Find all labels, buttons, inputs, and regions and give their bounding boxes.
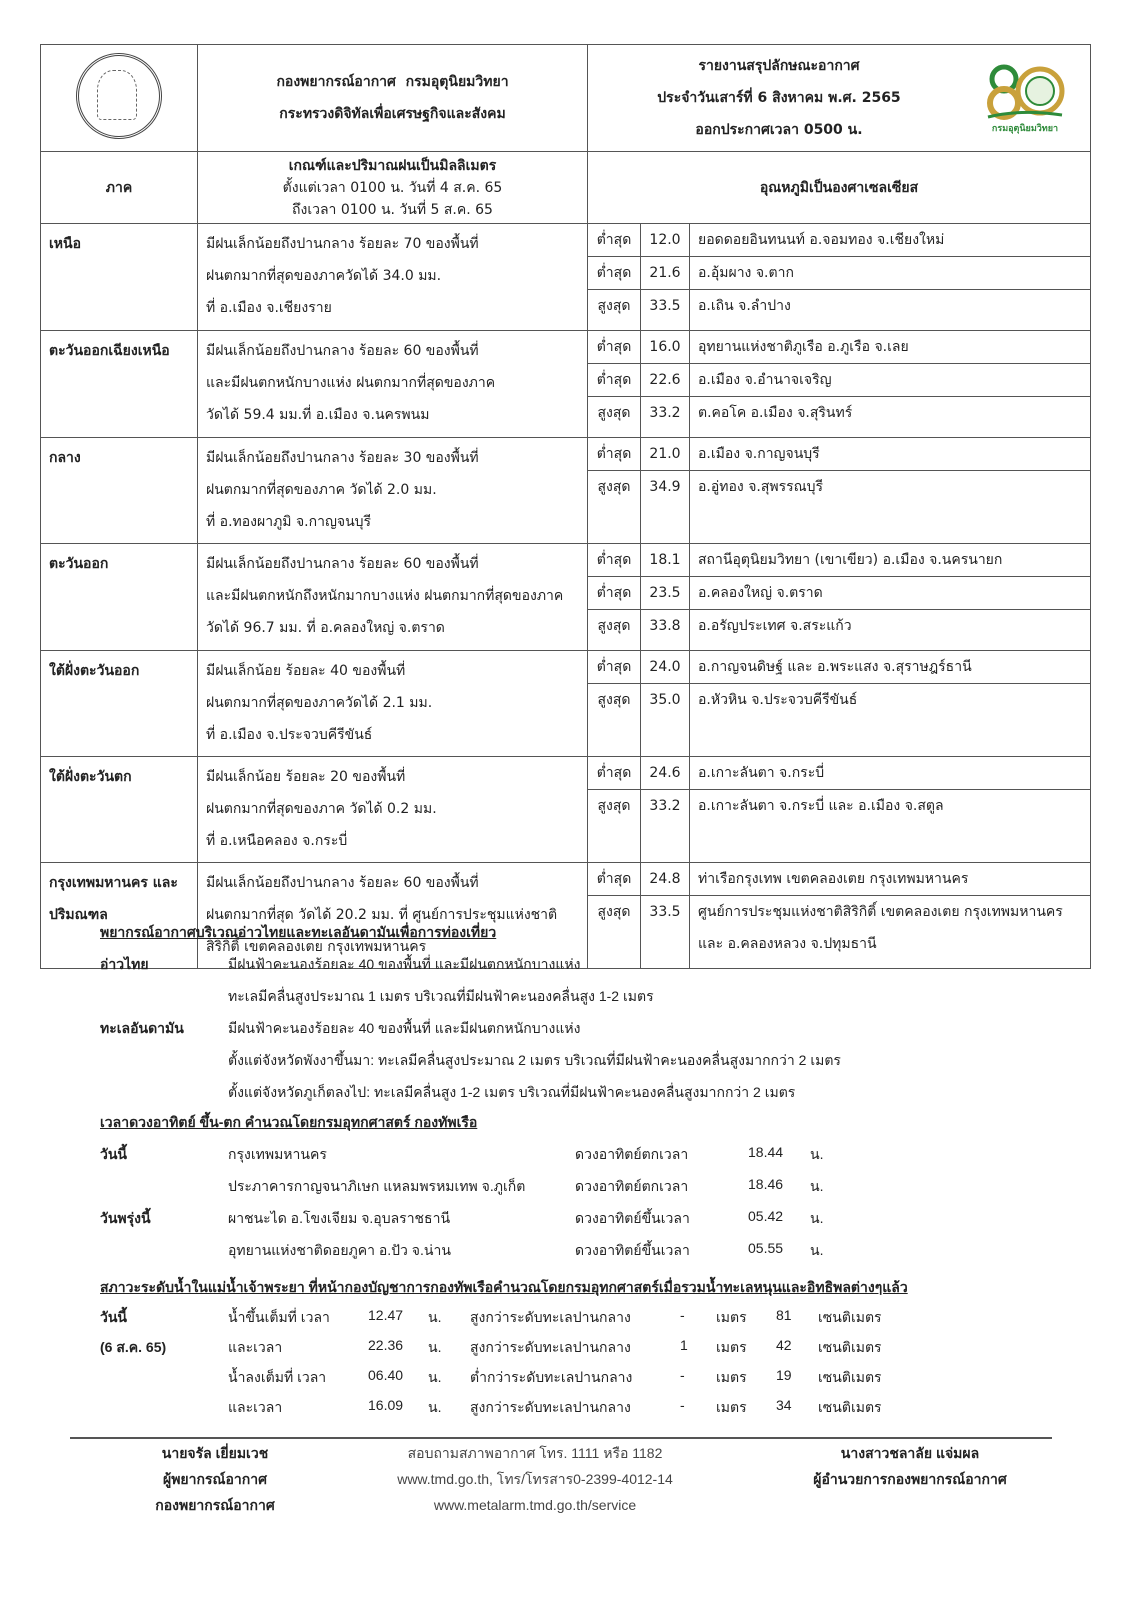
temp-type: สูงสุด — [588, 290, 641, 331]
forecaster-division: กองพยากรณ์อากาศ — [155, 1497, 275, 1513]
temperature-row — [588, 610, 1090, 651]
temp-place: อุทยานแห่งชาติภูเรือ อ.ภูเรือ จ.เลย — [690, 331, 1091, 364]
sun-title: เวลาดวงอาทิตย์ ขึ้น-ตก คำนวณโดยกรมอุทกศาสตร์ กองทัพเรือ — [100, 1114, 478, 1130]
temp-type: ต่ำสุด — [588, 438, 641, 471]
temperature-row — [588, 684, 1090, 757]
weather-report-page — [40, 44, 1090, 969]
tide-event: น้ำขึ้นเต็มที่ เวลา — [228, 1309, 330, 1325]
region-row — [41, 224, 1091, 331]
tide-meters-unit: เมตร — [716, 1339, 747, 1355]
temperature-row — [588, 863, 1090, 896]
contact-service-link[interactable]: www.metalarm.tmd.go.th/service — [433, 1497, 637, 1513]
temp-value: 33.5 — [641, 896, 690, 969]
rain-line: วัดได้ 96.7 มม. ที่ อ.คลองใหญ่ จ.ตราด — [206, 620, 445, 636]
rain-line: มีฝนเล็กน้อย ร้อยละ 40 ของพื้นที่ — [206, 663, 406, 679]
tide-meters-unit: เมตร — [716, 1309, 747, 1325]
forecaster-name: นายจรัล เยี่ยมเวช — [161, 1445, 269, 1461]
org-line-2: กระทรวงดิจิทัลเพื่อเศรษฐกิจและสังคม — [279, 106, 506, 122]
rain-line: และมีฝนตกหนักบางแห่ง ฝนตกมากที่สุดของภาค — [206, 375, 496, 391]
temperature-row — [588, 544, 1090, 577]
sun-unit: น. — [810, 1210, 824, 1226]
temp-type: ต่ำสุด — [588, 757, 641, 790]
footer-left — [110, 1440, 320, 1518]
marine-area-andaman: ทะเลอันดามัน — [100, 1020, 184, 1036]
temp-type: สูงสุด — [588, 896, 641, 969]
temp-type: สูงสุด — [588, 684, 641, 757]
sun-time: 05.55 — [748, 1240, 784, 1256]
temperature-row — [588, 331, 1090, 364]
col-rain-to: ถึงเวลา 0100 น. วันที่ 5 ส.ค. 65 — [292, 201, 493, 218]
temp-value: 21.6 — [641, 257, 690, 290]
temperature-subtable — [588, 438, 1090, 543]
col-temp: อุณหภูมิเป็นองศาเซลเซียส — [588, 152, 1091, 224]
temperature-cell — [588, 438, 1091, 544]
tide-section — [100, 1277, 1060, 1427]
temp-place: อ.อุ้มผาง จ.ตาก — [690, 257, 1091, 290]
temp-place: อ.เกาะลันตา จ.กระบี่ และ อ.เมือง จ.สตูล — [698, 798, 944, 814]
sun-unit: น. — [810, 1242, 824, 1258]
region-cell — [41, 544, 198, 651]
temperature-subtable — [588, 651, 1090, 756]
region-name: ใต้ฝั่งตะวันตก — [49, 769, 132, 785]
region-row — [41, 544, 1091, 651]
report-title: รายงานสรุปลักษณะอากาศ — [698, 58, 860, 74]
temperature-row — [588, 257, 1090, 290]
temperature-row — [588, 577, 1090, 610]
tide-centimeters-unit: เซนติเมตร — [818, 1369, 882, 1385]
temperature-row — [588, 224, 1090, 257]
sun-time: 05.42 — [748, 1208, 784, 1224]
weather-summary-table — [40, 44, 1091, 969]
region-cell — [41, 438, 198, 544]
temp-place: ยอดดอยอินทนนท์ อ.จอมทอง จ.เชียงใหม่ — [690, 224, 1091, 257]
tide-meters: - — [680, 1307, 685, 1323]
temperature-cell — [588, 757, 1091, 863]
marine-andaman-line: ตั้งแต่จังหวัดพังงาขึ้นมา: ทะเลมีคลื่นสูงประมาณ 2 เมตร บริเวณที่มีฝนฟ้าคะนองคลื่นสูงมากกว่า 2 เมตร — [228, 1052, 841, 1068]
tide-unit: น. — [428, 1399, 442, 1415]
region-row — [41, 757, 1091, 863]
marine-title: พยากรณ์อากาศบริเวณอ่าวไทยและทะเลอันดามันเพื่อการท่องเที่ยว — [100, 924, 497, 940]
tide-unit: น. — [428, 1369, 442, 1385]
temp-type: ต่ำสุด — [588, 863, 641, 896]
temperature-subtable — [588, 331, 1090, 437]
tide-centimeters: 81 — [776, 1307, 792, 1323]
sun-event: ดวงอาทิตย์ขึ้นเวลา — [575, 1242, 690, 1258]
tide-centimeters-unit: เซนติเมตร — [818, 1399, 882, 1415]
col-region: ภาค — [41, 152, 198, 224]
temp-value: 24.6 — [641, 757, 690, 790]
tide-day: วันนี้ — [100, 1309, 128, 1325]
temperature-cell — [588, 224, 1091, 331]
temp-value: 34.9 — [641, 471, 690, 544]
region-name: ตะวันออกเฉียงเหนือ — [49, 343, 170, 359]
temperature-row — [588, 790, 1090, 863]
temp-type: ต่ำสุด — [588, 577, 641, 610]
col-rain-title: เกณฑ์และปริมาณฝนเป็นมิลลิเมตร — [288, 157, 497, 174]
temp-value: 33.5 — [641, 290, 690, 331]
temp-type: ต่ำสุด — [588, 544, 641, 577]
region-row — [41, 651, 1091, 757]
tide-time: 22.36 — [368, 1337, 404, 1353]
org-line-1: กองพยากรณ์อากาศ กรมอุตุนิยมวิทยา — [276, 74, 509, 90]
temp-type: ต่ำสุด — [588, 224, 641, 257]
sun-place: ผาชนะได อ.โขงเจียม จ.อุบลราชธานี — [228, 1210, 451, 1226]
temp-value: 16.0 — [641, 331, 690, 364]
temp-value: 22.6 — [641, 364, 690, 397]
marine-section — [100, 922, 1060, 1102]
rain-line: ฝนตกมากที่สุดของภาค วัดได้ 0.2 มม. — [206, 801, 437, 817]
temp-type: ต่ำสุด — [588, 257, 641, 290]
temp-place: สถานีอุตุนิยมวิทยา (เขาเขียว) อ.เมือง จ.นครนายก — [690, 544, 1091, 577]
sun-place: อุทยานแห่งชาติดอยภูคา อ.ปัว จ.น่าน — [228, 1242, 451, 1258]
region-name: กลาง — [49, 450, 81, 466]
temp-type: สูงสุด — [588, 790, 641, 863]
tide-unit: น. — [428, 1309, 442, 1325]
rain-line: และมีฝนตกหนักถึงหนักมากบางแห่ง ฝนตกมากที่สุดของภาค — [206, 588, 564, 604]
tide-centimeters: 42 — [776, 1337, 792, 1353]
temperature-row — [588, 757, 1090, 790]
rain-cell — [198, 544, 588, 651]
temp-place: อ.กาญจนดิษฐ์ และ อ.พระแสง จ.สุราษฎร์ธานี — [690, 651, 1091, 684]
tide-meters: 1 — [680, 1337, 688, 1353]
region-name: ใต้ฝั่งตะวันออก — [49, 663, 140, 679]
rain-cell — [198, 757, 588, 863]
tide-reference: สูงกว่าระดับทะเลปานกลาง — [470, 1399, 631, 1415]
marine-area-gulf: อ่าวไทย — [100, 956, 149, 972]
temp-place: อ.คลองใหญ่ จ.ตราด — [690, 577, 1091, 610]
temp-type: ต่ำสุด — [588, 331, 641, 364]
rain-cell — [198, 224, 588, 331]
director-name: นางสาวชลาลัย แจ่มผล — [840, 1445, 980, 1461]
footer-center — [350, 1440, 720, 1518]
org-cell — [198, 45, 588, 152]
sun-day: วันนี้ — [100, 1146, 128, 1162]
rain-cell — [198, 651, 588, 757]
rain-line: ที่ อ.เมือง จ.เชียงราย — [206, 300, 332, 316]
region-name: ตะวันออก — [49, 556, 109, 572]
temp-type: ต่ำสุด — [588, 364, 641, 397]
temp-place: ท่าเรือกรุงเทพ เขตคลองเตย กรุงเทพมหานคร — [690, 863, 1091, 896]
temp-value: 21.0 — [641, 438, 690, 471]
temp-value: 18.1 — [641, 544, 690, 577]
rain-cell — [198, 438, 588, 544]
tide-centimeters: 34 — [776, 1397, 792, 1413]
temp-type: ต่ำสุด — [588, 651, 641, 684]
marine-andaman-line: มีฝนฟ้าคะนองร้อยละ 40 ของพื้นที่ และมีฝนตกหนักบางแห่ง — [228, 1020, 581, 1036]
header-row — [41, 45, 1091, 152]
rain-line: ฝนตกมากที่สุด วัดได้ 20.2 มม. ที่ ศูนย์การประชุมแห่งชาติ — [206, 907, 558, 923]
contact-website[interactable]: www.tmd.go.th, โทร/โทรสาร0-2399-4012-14 — [397, 1471, 673, 1487]
temp-value: 24.0 — [641, 651, 690, 684]
seal-cell — [41, 45, 198, 152]
temperature-cell — [588, 651, 1091, 757]
temp-place: อ.อู่ทอง จ.สุพรรณบุรี — [698, 479, 824, 495]
col-rain — [198, 152, 588, 224]
marine-andaman-line: ตั้งแต่จังหวัดภูเก็ตลงไป: ทะเลมีคลื่นสูง 1-2 เมตร บริเวณที่มีฝนฟ้าคะนองคลื่นสูงมากกว่า 2 เมตร — [228, 1084, 796, 1100]
rain-line: ฝนตกมากที่สุดของภาควัดได้ 2.1 มม. — [206, 695, 433, 711]
tide-time: 16.09 — [368, 1397, 404, 1413]
tide-reference: สูงกว่าระดับทะเลปานกลาง — [470, 1309, 631, 1325]
rain-cell — [198, 331, 588, 438]
rain-line: มีฝนเล็กน้อยถึงปานกลาง ร้อยละ 60 ของพื้นที่ — [206, 875, 479, 891]
sun-unit: น. — [810, 1146, 824, 1162]
tide-centimeters-unit: เซนติเมตร — [818, 1339, 882, 1355]
temp-place: อ.อรัญประเทศ จ.สระแก้ว — [698, 618, 852, 634]
tide-time: 12.47 — [368, 1307, 404, 1323]
tide-meters-unit: เมตร — [716, 1399, 747, 1415]
temperature-subtable — [588, 224, 1090, 330]
temp-type: สูงสุด — [588, 397, 641, 438]
region-row — [41, 438, 1091, 544]
rain-line: ที่ อ.เมือง จ.ประจวบคีรีขันธ์ — [206, 727, 373, 743]
temp-value: 33.8 — [641, 610, 690, 651]
temp-place: อ.หัวหิน จ.ประจวบคีรีขันธ์ — [698, 692, 858, 708]
temperature-row — [588, 364, 1090, 397]
rain-line: ที่ อ.เหนือคลอง จ.กระบี่ — [206, 833, 348, 849]
rain-line: มีฝนเล็กน้อยถึงปานกลาง ร้อยละ 60 ของพื้นที่ — [206, 556, 479, 572]
sun-event: ดวงอาทิตย์ตกเวลา — [575, 1178, 689, 1194]
tide-event: น้ำลงเต็มที่ เวลา — [228, 1369, 327, 1385]
director-title: ผู้อำนวยการกองพยากรณ์อากาศ — [813, 1471, 1007, 1487]
sun-section — [100, 1112, 1060, 1262]
temp-value: 24.8 — [641, 863, 690, 896]
temp-place: อ.เมือง จ.อำนาจเจริญ — [690, 364, 1091, 397]
rain-line: มีฝนเล็กน้อย ร้อยละ 20 ของพื้นที่ — [206, 769, 406, 785]
temperature-cell — [588, 544, 1091, 651]
sun-time: 18.46 — [748, 1176, 784, 1192]
temp-value: 12.0 — [641, 224, 690, 257]
sun-unit: น. — [810, 1178, 824, 1194]
region-cell — [41, 651, 198, 757]
rain-line: ฝนตกมากที่สุดของภาควัดได้ 34.0 มม. — [206, 268, 442, 284]
tide-meters: - — [680, 1367, 685, 1383]
temperature-row — [588, 471, 1090, 544]
region-row — [41, 331, 1091, 438]
temperature-cell — [588, 331, 1091, 438]
col-rain-from: ตั้งแต่เวลา 0100 น. วันที่ 4 ส.ค. 65 — [282, 179, 503, 196]
tide-meters: - — [680, 1397, 685, 1413]
region-cell — [41, 224, 198, 331]
tide-date: (6 ส.ค. 65) — [100, 1339, 167, 1355]
temp-value: 23.5 — [641, 577, 690, 610]
report-cell — [588, 45, 1091, 152]
tide-event: และเวลา — [228, 1399, 283, 1415]
rain-line: ที่ อ.ทองผาภูมิ จ.กาญจนบุรี — [206, 514, 372, 530]
marine-gulf-line: มีฝนฟ้าคะนองร้อยละ 40 ของพื้นที่ และมีฝนตกหนักบางแห่ง — [228, 956, 581, 972]
temp-value: 33.2 — [641, 790, 690, 863]
tide-event: และเวลา — [228, 1339, 283, 1355]
temperature-row — [588, 438, 1090, 471]
temp-value: 35.0 — [641, 684, 690, 757]
region-name: กรุงเทพมหานคร และปริมณฑล — [49, 875, 178, 923]
rain-line: ฝนตกมากที่สุดของภาค วัดได้ 2.0 มม. — [206, 482, 437, 498]
tide-centimeters: 19 — [776, 1367, 792, 1383]
footer-right — [760, 1440, 1060, 1492]
sun-place: ประภาคารกาญจนาภิเษก แหลมพรหมเทพ จ.ภูเก็ต — [228, 1178, 526, 1194]
rain-line: มีฝนเล็กน้อยถึงปานกลาง ร้อยละ 30 ของพื้นที่ — [206, 450, 479, 466]
sun-event: ดวงอาทิตย์ตกเวลา — [575, 1146, 689, 1162]
rain-line: วัดได้ 59.4 มม.ที่ อ.เมือง จ.นครพนม — [206, 407, 430, 423]
temp-place: ต.คอโค อ.เมือง จ.สุรินทร์ — [698, 405, 853, 421]
contact-phone: สอบถามสภาพอากาศ โทร. 1111 หรือ 1182 — [407, 1445, 663, 1461]
sun-place: กรุงเทพมหานคร — [228, 1146, 327, 1162]
tide-reference: ต่ำกว่าระดับทะเลปานกลาง — [470, 1369, 633, 1385]
temperature-row — [588, 397, 1090, 438]
rain-line: มีฝนเล็กน้อยถึงปานกลาง ร้อยละ 60 ของพื้นที่ — [206, 343, 479, 359]
sun-time: 18.44 — [748, 1144, 784, 1160]
rain-line: มีฝนเล็กน้อยถึงปานกลาง ร้อยละ 70 ของพื้นที่ — [206, 236, 479, 252]
temp-place: อ.เถิน จ.ลำปาง — [698, 298, 791, 314]
tide-title: สภาวะระดับน้ำในแม่น้ำเจ้าพระยา ที่หน้ากองบัญชาการกองทัพเรือคำนวณโดยกรมอุทกศาสตร์เมื่อรวมน้ำทะเลหนุนและอิทธิพลต่างๆแล้ว — [100, 1279, 908, 1295]
temperature-subtable — [588, 544, 1090, 650]
tide-time: 06.40 — [368, 1367, 404, 1383]
temp-place: อ.เมือง จ.กาญจนบุรี — [690, 438, 1091, 471]
region-cell — [41, 757, 198, 863]
tide-unit: น. — [428, 1339, 442, 1355]
logo-text: กรมอุตุนิยมวิทยา — [991, 124, 1059, 134]
temperature-subtable — [588, 757, 1090, 862]
column-header-row — [41, 152, 1091, 224]
temp-type: สูงสุด — [588, 610, 641, 651]
tmd-80-anniversary-logo-icon — [980, 59, 1070, 139]
sun-event: ดวงอาทิตย์ขึ้นเวลา — [575, 1210, 690, 1226]
temperature-row — [588, 651, 1090, 684]
report-date: ประจำวันเสาร์ที่ 6 สิงหาคม พ.ศ. 2565 — [657, 90, 901, 106]
temp-value: 33.2 — [641, 397, 690, 438]
meteorological-seal-icon — [76, 53, 162, 139]
forecaster-title: ผู้พยากรณ์อากาศ — [163, 1471, 267, 1487]
marine-gulf-line: ทะเลมีคลื่นสูงประมาณ 1 เมตร บริเวณที่มีฝนฟ้าคะนองคลื่นสูง 1-2 เมตร — [228, 988, 654, 1004]
footer-divider — [70, 1437, 1052, 1439]
sun-day: วันพรุ่งนี้ — [100, 1210, 151, 1226]
region-name: เหนือ — [49, 236, 81, 252]
temperature-row — [588, 290, 1090, 331]
tide-reference: สูงกว่าระดับทะเลปานกลาง — [470, 1339, 631, 1355]
temp-place: อ.เกาะลันตา จ.กระบี่ — [690, 757, 1091, 790]
report-time: ออกประกาศเวลา 0500 น. — [695, 122, 863, 138]
rain-line: สิริกิติ์ เขตคลองเตย กรุงเทพมหานคร — [206, 939, 427, 955]
tide-centimeters-unit: เซนติเมตร — [818, 1309, 882, 1325]
region-cell — [41, 331, 198, 438]
tide-meters-unit: เมตร — [716, 1369, 747, 1385]
temp-type: สูงสุด — [588, 471, 641, 544]
temp-place: ศูนย์การประชุมแห่งชาติสิริกิติ์ เขตคลองเตย กรุงเทพมหานคร และ อ.คลองหลวง จ.ปทุมธานี — [698, 904, 1063, 952]
